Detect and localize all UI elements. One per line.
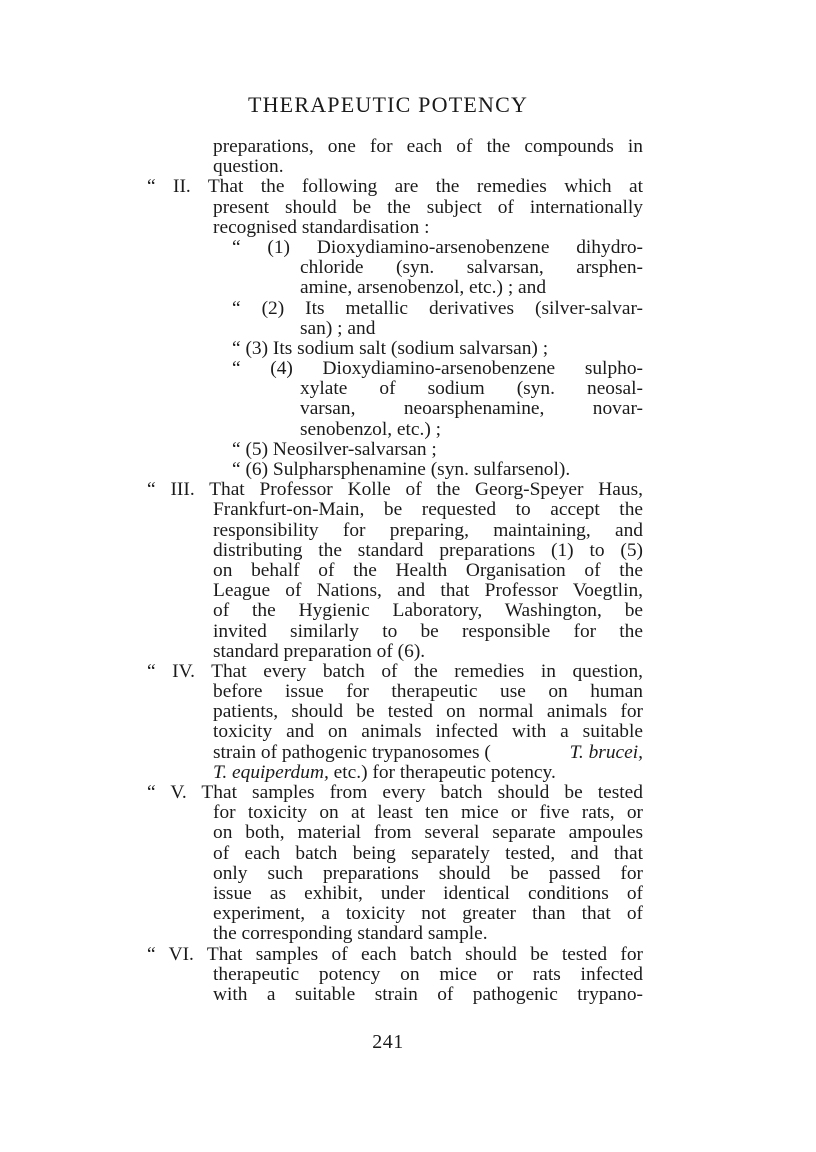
text-line: standard preparation of (6). [213,640,426,662]
text-line: san) ; and [300,317,376,339]
text-line: issue as exhibit, under identical conditions of [213,882,643,904]
text-line: League of Nations, and that Professor Voegtlin, [213,580,643,602]
remedy-item-3: “ (3) Its sodium salt (sodium salvarsan) ; [232,337,549,359]
text-line: chloride (syn. salvarsan, arsphen- [300,257,643,279]
resolution-v: “ V. That samples from every batch should be tested [147,782,643,803]
text-line: xylate of sodium (syn. neosal- [300,378,643,400]
text-line [213,743,643,763]
text-line: of the Hygienic Laboratory, Washington, be [213,600,643,622]
text-line: responsibility for preparing, maintaining, and [213,519,643,541]
running-title: THERAPEUTIC POTENCY [247,92,529,117]
text-line: distributing the standard preparations (1) to (5) [213,539,643,561]
resolution-ii: “ II. That the following are the remedies which at [147,176,643,198]
resolution-vi: “ VI. That samples of each batch should be tested for [147,943,643,965]
text-line: experiment, a toxicity not greater than that of [213,903,643,925]
text-line: recognised standardisation : [213,216,430,238]
text-line: the corresponding standard sample. [213,923,488,945]
text-span: etc.) for therapeutic potency. [328,761,556,783]
remedy-item-1: “ (1) Dioxydiamino-arsenobenzene dihydro- [232,236,643,258]
text-line: with a suitable strain of pathogenic trypano- [213,983,643,1005]
text-line: senobenzol, etc.) ; [300,418,442,440]
resolution-iii: “ III. That Professor Kolle of the Georg-Speyer Haus, [147,479,643,501]
text-line: on both, material from several separate ampoules [213,822,643,844]
remedy-item-6: “ (6) Sulpharsphenamine (syn. sulfarsenol). [232,459,571,480]
text-line: question. [213,156,284,178]
text-line: invited similarly to be responsible for the [213,620,643,642]
text-line: patients, should be tested on normal animals for [213,701,643,723]
text-line: only such preparations should be passed for [213,862,643,884]
text-line: present should be the subject of internationally [213,196,643,218]
text-line: preparations, one for each of the compounds in [213,136,643,157]
text-span: strain of pathogenic trypanosomes ( [213,741,491,763]
text-line: Frankfurt-on-Main, be requested to accept the [213,499,643,521]
text-line: before issue for therapeutic use on human [213,681,643,703]
italic-species: T. equiperdum, [213,761,329,783]
resolution-iv: “ IV. That every batch of the remedies in question, [147,660,643,682]
text-line: for toxicity on at least ten mice or five rats, or [213,802,643,824]
text-line: varsan, neoarsphenamine, novar- [300,398,643,420]
text-line: on behalf of the Health Organisation of the [213,559,643,581]
italic-species: T. brucei, [569,741,643,763]
text-line [213,763,643,783]
remedy-item-5: “ (5) Neosilver-salvarsan ; [232,438,437,460]
remedy-item-2: “ (2) Its metallic derivatives (silver-salvar- [232,297,643,319]
remedy-item-4: “ (4) Dioxydiamino-arsenobenzene sulpho- [232,358,643,380]
text-line: toxicity and on animals infected with a suitable [213,721,643,743]
text-line: amine, arsenobenzol, etc.) ; and [300,277,547,299]
text-line: therapeutic potency on mice or rats infected [213,963,643,985]
body-text [0,137,816,1005]
page-number: 241 [372,1031,404,1053]
text-line: of each batch being separately tested, and that [213,842,643,864]
